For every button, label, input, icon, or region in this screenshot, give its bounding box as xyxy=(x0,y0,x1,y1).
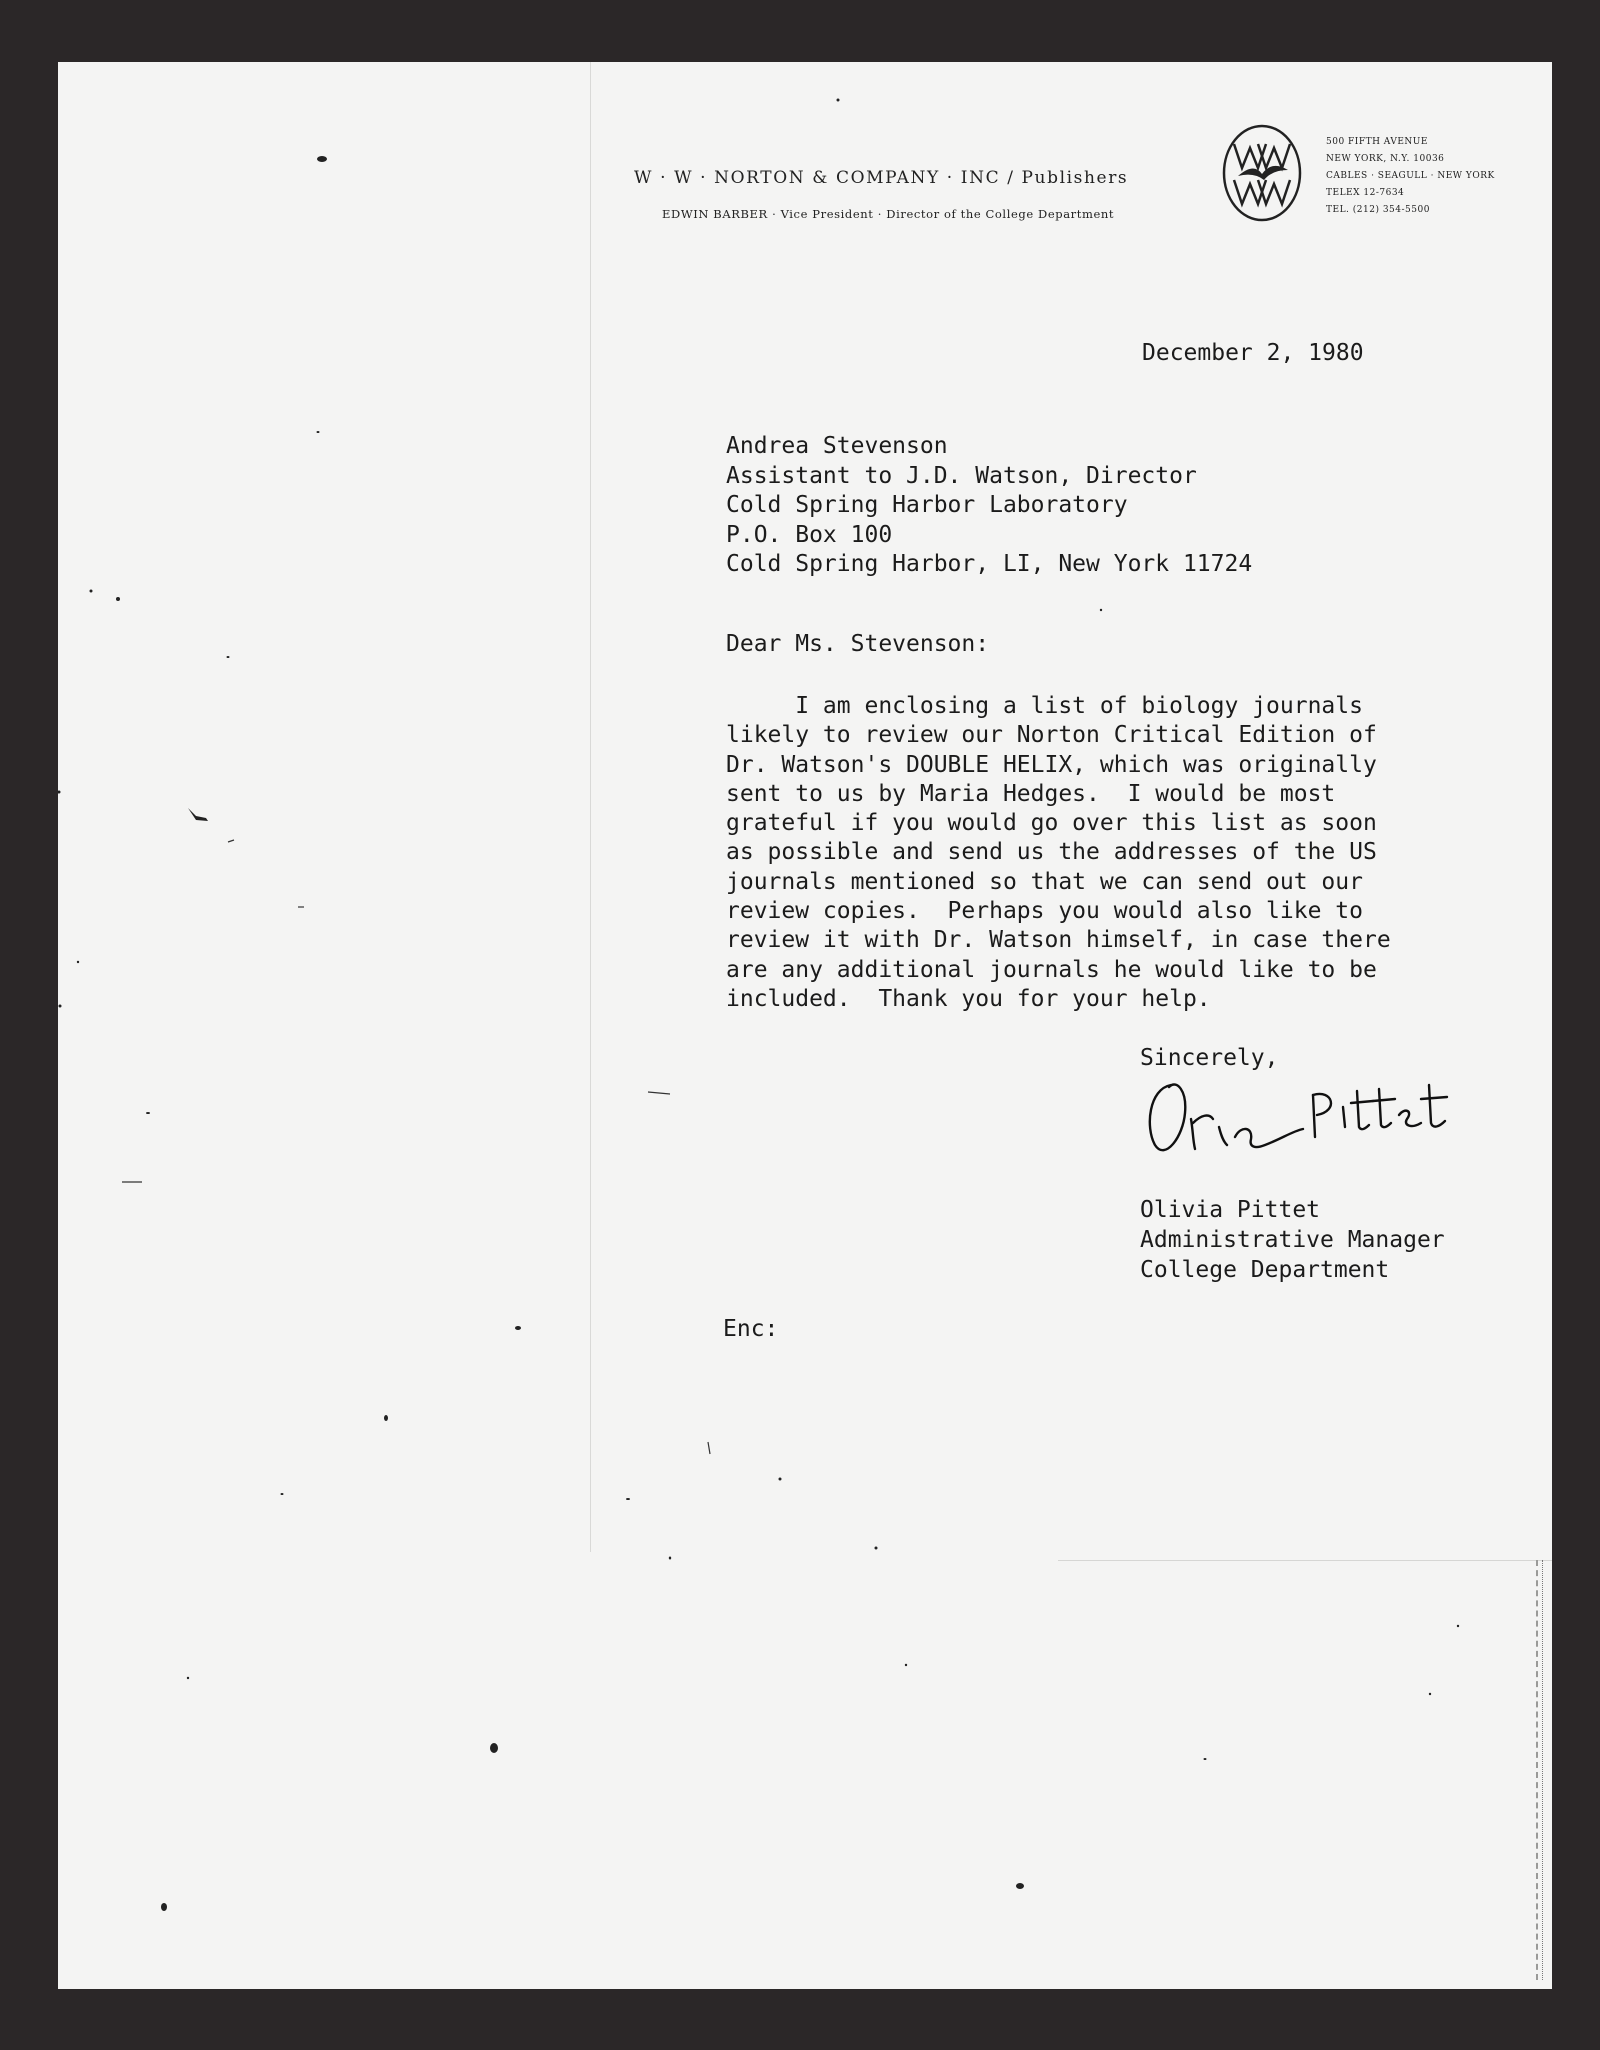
body-line: likely to review our Norton Critical Edition of xyxy=(726,722,1377,749)
address-line: CABLES · SEAGULL · NEW YORK xyxy=(1326,171,1495,181)
scan-specks xyxy=(58,62,1552,1989)
letter-date: December 2, 1980 xyxy=(1142,340,1364,366)
body-line: grateful if you would go over this list as soon xyxy=(726,810,1377,837)
address-line: 500 FIFTH AVENUE xyxy=(1326,137,1428,147)
closing: Sincerely, xyxy=(1140,1045,1279,1071)
body-line: review it with Dr. Watson himself, in case there xyxy=(726,927,1391,954)
enclosure-note: Enc: xyxy=(723,1316,779,1342)
body-line: included. Thank you for your help. xyxy=(726,985,1211,1012)
recipient-line: Cold Spring Harbor, LI, New York 11724 xyxy=(726,551,1253,577)
recipient-line: P.O. Box 100 xyxy=(726,521,893,548)
address-line: NEW YORK, N.Y. 10036 xyxy=(1326,154,1445,164)
letterhead-company: W · W · NORTON & COMPANY · INC / Publishers xyxy=(634,168,1129,188)
recipient-line: Assistant to J.D. Watson, Director xyxy=(726,462,1197,489)
body-line: are any additional journals he would like to be xyxy=(726,956,1377,983)
body-line: journals mentioned so that we can send out our xyxy=(726,868,1363,895)
signer-department: College Department xyxy=(1140,1257,1390,1283)
body-line: review copies. Perhaps you would also like to xyxy=(726,898,1363,925)
body-line: Dr. Watson's DOUBLE HELIX, which was originally xyxy=(726,751,1377,778)
body-line: sent to us by Maria Hedges. I would be most xyxy=(726,780,1336,807)
recipient-line: Andrea Stevenson xyxy=(726,433,948,459)
recipient-line: Cold Spring Harbor Laboratory xyxy=(726,492,1128,518)
address-line: TELEX 12-7634 xyxy=(1326,188,1405,198)
letter-page xyxy=(58,62,1552,1989)
salutation: Dear Ms. Stevenson: xyxy=(726,631,990,657)
signer-title: Administrative Manager xyxy=(1140,1227,1445,1253)
body-line: as possible and send us the addresses of the US xyxy=(726,839,1377,866)
letterhead-officer: EDWIN BARBER · Vice President · Director of the College Department xyxy=(662,207,1115,221)
signer-name: Olivia Pittet xyxy=(1140,1197,1321,1223)
body-line: I am enclosing a list of biology journals xyxy=(726,693,1363,719)
address-line: TEL. (212) 354-5500 xyxy=(1326,205,1430,215)
